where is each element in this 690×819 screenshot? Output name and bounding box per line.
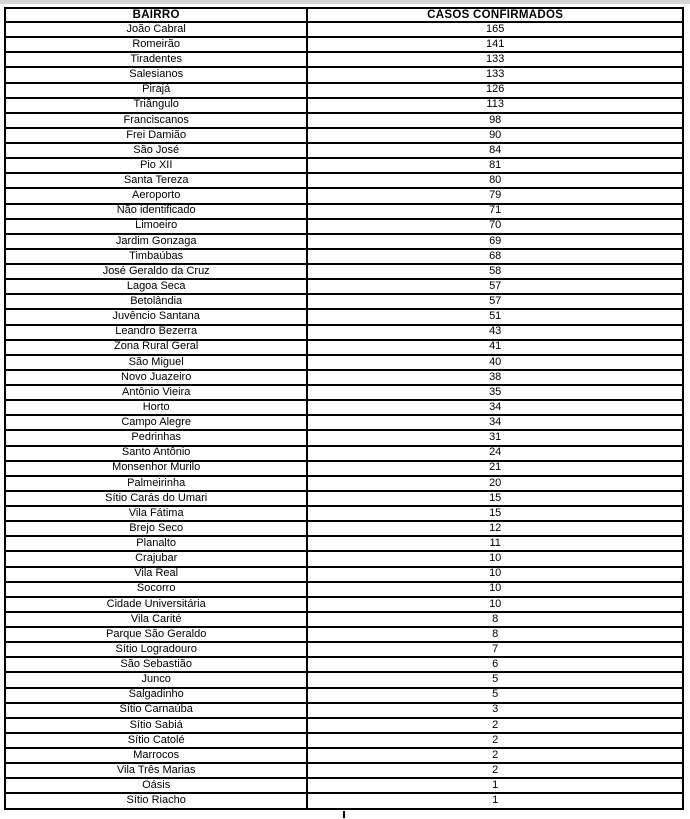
table-row	[5, 264, 683, 279]
table-row	[5, 219, 683, 234]
casos-cell: 58	[307, 264, 683, 279]
table-row	[5, 430, 683, 445]
bairro-cell: Pirajá	[5, 83, 307, 98]
bairro-cell: Romeirão	[5, 37, 307, 52]
bairro-cell: Sítio Carás do Umari	[5, 491, 307, 506]
table-row	[5, 188, 683, 203]
casos-cell: 7	[307, 642, 683, 657]
casos-cell: 12	[307, 521, 683, 536]
table-row	[5, 672, 683, 687]
table-row	[5, 763, 683, 778]
table-row	[5, 113, 683, 128]
casos-cell: 20	[307, 476, 683, 491]
bairro-cell: Marrocos	[5, 748, 307, 763]
bairro-cell: Vila Real	[5, 567, 307, 582]
bairro-cell: Palmeirinha	[5, 476, 307, 491]
bairro-cell: Franciscanos	[5, 113, 307, 128]
bairro-cell: Juvêncio Santana	[5, 309, 307, 324]
table-row	[5, 597, 683, 612]
table-row	[5, 98, 683, 113]
casos-cell: 79	[307, 188, 683, 203]
bairro-cell: Vila Carité	[5, 612, 307, 627]
casos-cell: 2	[307, 748, 683, 763]
table-row	[5, 521, 683, 536]
table-row	[5, 52, 683, 67]
table-row	[5, 37, 683, 52]
bairro-cell: Planalto	[5, 536, 307, 551]
casos-cell: 141	[307, 37, 683, 52]
casos-cell: 34	[307, 400, 683, 415]
table-row	[5, 128, 683, 143]
casos-cell: 51	[307, 309, 683, 324]
casos-cell: 41	[307, 340, 683, 355]
bairro-cell: Jardim Gonzaga	[5, 234, 307, 249]
casos-cell: 6	[307, 657, 683, 672]
bairro-cell: João Cabral	[5, 22, 307, 37]
bairro-cell: Santo Antônio	[5, 446, 307, 461]
bairro-cell: Socorro	[5, 582, 307, 597]
table-row	[5, 67, 683, 82]
bairro-cell: Santa Tereza	[5, 173, 307, 188]
bairro-cell: Tiradentes	[5, 52, 307, 67]
casos-cell: 40	[307, 355, 683, 370]
bairro-cell: Leandro Bezerra	[5, 325, 307, 340]
table-row	[5, 370, 683, 385]
bairro-cell: Salgadinho	[5, 688, 307, 703]
casos-cell: 133	[307, 52, 683, 67]
casos-cell: 81	[307, 158, 683, 173]
casos-cell: 21	[307, 461, 683, 476]
header-casos-confirmados: CASOS CONFIRMADOS	[307, 8, 683, 22]
casos-cell: 2	[307, 718, 683, 733]
bairro-cell: São Miguel	[5, 355, 307, 370]
table-row	[5, 461, 683, 476]
casos-cell: 113	[307, 98, 683, 113]
casos-cell: 10	[307, 582, 683, 597]
bairro-cell: Pio XII	[5, 158, 307, 173]
table-row	[5, 158, 683, 173]
table-row	[5, 234, 683, 249]
table-row	[5, 778, 683, 793]
bairro-cell: José Geraldo da Cruz	[5, 264, 307, 279]
casos-cell: 10	[307, 597, 683, 612]
casos-cell: 1	[307, 778, 683, 793]
table-row	[5, 22, 683, 37]
window-edge-strip	[0, 0, 690, 4]
bairro-cell: Sítio Sabiá	[5, 718, 307, 733]
table-row	[5, 551, 683, 566]
bairro-cell: Cidade Universitária	[5, 597, 307, 612]
casos-cell: 90	[307, 128, 683, 143]
casos-cell: 43	[307, 325, 683, 340]
casos-cell: 57	[307, 294, 683, 309]
table-row	[5, 249, 683, 264]
casos-cell: 8	[307, 612, 683, 627]
table-row	[5, 506, 683, 521]
table-row	[5, 294, 683, 309]
bairro-cell: Sítio Riacho	[5, 793, 307, 809]
bairro-cell: Sítio Carnaúba	[5, 703, 307, 718]
bairro-cell: Sítio Catolé	[5, 733, 307, 748]
table-row	[5, 688, 683, 703]
casos-cell: 10	[307, 551, 683, 566]
bairro-cell: Monsenhor Murilo	[5, 461, 307, 476]
table-header-row	[5, 8, 683, 22]
table-body	[5, 22, 683, 809]
casos-cell: 11	[307, 536, 683, 551]
table-row	[5, 355, 683, 370]
casos-cell: 10	[307, 567, 683, 582]
casos-cell: 35	[307, 385, 683, 400]
bairro-cell: Salesianos	[5, 67, 307, 82]
table-row	[5, 703, 683, 718]
table-row	[5, 476, 683, 491]
casos-cell: 2	[307, 763, 683, 778]
bairro-cell: Brejo Seco	[5, 521, 307, 536]
bairro-cell: Aeroporto	[5, 188, 307, 203]
casos-cell: 133	[307, 67, 683, 82]
bairro-cell: Zona Rural Geral	[5, 340, 307, 355]
bairro-cell: Vila Três Marias	[5, 763, 307, 778]
casos-cell: 8	[307, 627, 683, 642]
table-row	[5, 491, 683, 506]
casos-cell: 31	[307, 430, 683, 445]
cases-table	[4, 7, 684, 810]
table-row	[5, 748, 683, 763]
casos-cell: 84	[307, 143, 683, 158]
table-row	[5, 415, 683, 430]
table-row	[5, 385, 683, 400]
header-bairro: BAIRRO	[5, 8, 307, 22]
casos-cell: 71	[307, 204, 683, 219]
table-row	[5, 309, 683, 324]
bairro-cell: Timbaúbas	[5, 249, 307, 264]
table-row	[5, 143, 683, 158]
table-row	[5, 173, 683, 188]
casos-cell: 15	[307, 506, 683, 521]
table-row	[5, 325, 683, 340]
casos-cell: 15	[307, 491, 683, 506]
bairro-cell: Horto	[5, 400, 307, 415]
bairro-cell: Limoeiro	[5, 219, 307, 234]
bairro-cell: Vila Fátima	[5, 506, 307, 521]
table-row	[5, 733, 683, 748]
text-caret	[343, 811, 345, 818]
casos-cell: 24	[307, 446, 683, 461]
table-row	[5, 340, 683, 355]
bairro-cell: São José	[5, 143, 307, 158]
casos-cell: 2	[307, 733, 683, 748]
bairro-cell: Antônio Vieira	[5, 385, 307, 400]
table-row	[5, 536, 683, 551]
table-row	[5, 446, 683, 461]
casos-cell: 5	[307, 672, 683, 687]
bairro-cell: Crajubar	[5, 551, 307, 566]
casos-cell: 5	[307, 688, 683, 703]
bairro-cell: São Sebastião	[5, 657, 307, 672]
casos-cell: 98	[307, 113, 683, 128]
table-row	[5, 793, 683, 809]
table-row	[5, 83, 683, 98]
casos-cell: 3	[307, 703, 683, 718]
bairro-cell: Junco	[5, 672, 307, 687]
casos-cell: 69	[307, 234, 683, 249]
table-row	[5, 400, 683, 415]
bairro-cell: Sítio Logradouro	[5, 642, 307, 657]
casos-cell: 126	[307, 83, 683, 98]
casos-cell: 80	[307, 173, 683, 188]
table-row	[5, 582, 683, 597]
bairro-cell: Não identificado	[5, 204, 307, 219]
bairro-cell: Novo Juazeiro	[5, 370, 307, 385]
casos-cell: 1	[307, 793, 683, 809]
casos-cell: 68	[307, 249, 683, 264]
casos-cell: 165	[307, 22, 683, 37]
table-row	[5, 279, 683, 294]
table-row	[5, 718, 683, 733]
casos-cell: 34	[307, 415, 683, 430]
bairro-cell: Lagoa Seca	[5, 279, 307, 294]
bairro-cell: Frei Damião	[5, 128, 307, 143]
bairro-cell: Campo Alegre	[5, 415, 307, 430]
bairro-cell: Oásis	[5, 778, 307, 793]
bairro-cell: Betolândia	[5, 294, 307, 309]
bairro-cell: Pedrinhas	[5, 430, 307, 445]
table-row	[5, 642, 683, 657]
table-row	[5, 657, 683, 672]
casos-cell: 38	[307, 370, 683, 385]
bairro-cell: Parque São Geraldo	[5, 627, 307, 642]
bairro-cell: Triângulo	[5, 98, 307, 113]
table-row	[5, 567, 683, 582]
table-row	[5, 612, 683, 627]
table-row	[5, 204, 683, 219]
table-row	[5, 627, 683, 642]
casos-cell: 57	[307, 279, 683, 294]
casos-cell: 70	[307, 219, 683, 234]
